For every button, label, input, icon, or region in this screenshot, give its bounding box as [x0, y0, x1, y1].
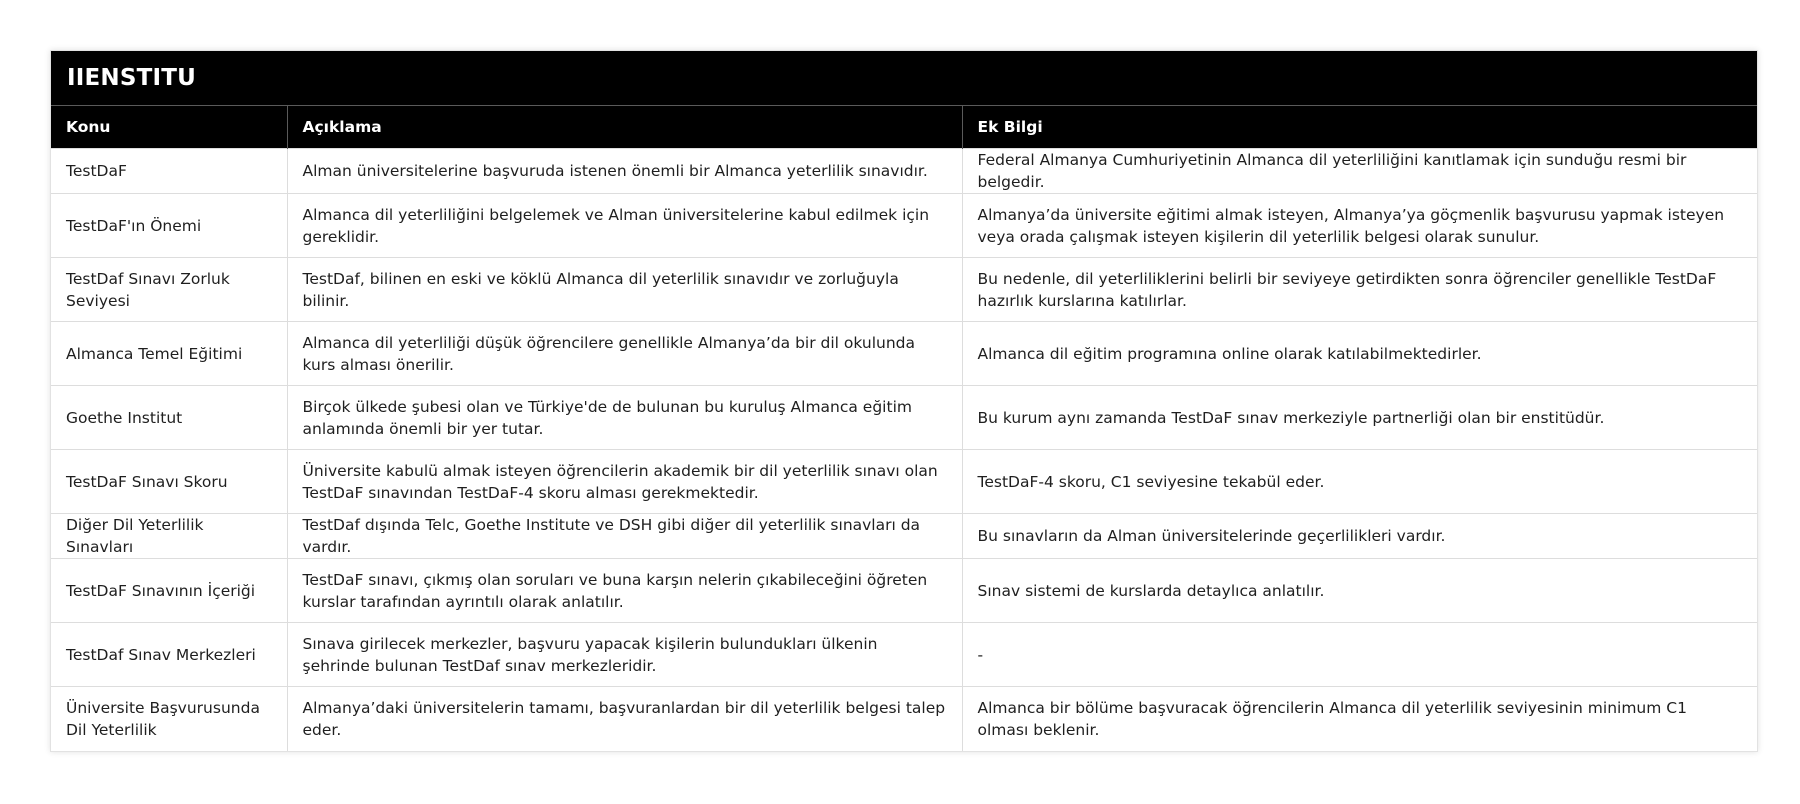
cell-extra-info: TestDaF-4 skoru, C1 seviyesine tekabül eder. [962, 450, 1757, 514]
table-header-row [51, 106, 1757, 149]
cell-extra-info: Bu nedenle, dil yeterliliklerini belirli bir seviyeye getirdikten sonra öğrenciler genellikle TestDaF hazırlık kurslarına katılırlar. [962, 258, 1757, 322]
cell-extra-info: Bu kurum aynı zamanda TestDaF sınav merkeziyle partnerliği olan bir enstitüdür. [962, 386, 1757, 450]
cell-topic: TestDaF'ın Önemi [51, 194, 287, 258]
cell-extra-info: Almanca dil eğitim programına online olarak katılabilmektedirler. [962, 322, 1757, 386]
cell-extra-info: Federal Almanya Cumhuriyetinin Almanca dil yeterliliğini kanıtlamak için sunduğu resmi bir belgedir. [962, 149, 1757, 194]
table-row [51, 559, 1757, 623]
table-row [51, 194, 1757, 258]
cell-topic: Üniversite Başvurusunda Dil Yeterlilik [51, 687, 287, 751]
cell-description: Almanca dil yeterliliğini belgelemek ve Alman üniversitelerine kabul edilmek için gereklidir. [287, 194, 962, 258]
table-row [51, 322, 1757, 386]
cell-description: TestDaF sınavı, çıkmış olan soruları ve buna karşın nelerin çıkabileceğini öğreten kurslar tarafından ayrıntılı olarak anlatılır. [287, 559, 962, 623]
table-row [51, 386, 1757, 450]
cell-description: Almanya’daki üniversitelerin tamamı, başvuranlardan bir dil yeterlilik belgesi talep eder. [287, 687, 962, 751]
table-row [51, 687, 1757, 751]
cell-description: TestDaf, bilinen en eski ve köklü Almanca dil yeterlilik sınavıdır ve zorluğuyla bilinir. [287, 258, 962, 322]
cell-topic: Almanca Temel Eğitimi [51, 322, 287, 386]
info-table [51, 105, 1757, 751]
table-row [51, 450, 1757, 514]
info-table-card [50, 50, 1758, 752]
cell-extra-info: Bu sınavların da Alman üniversitelerinde geçerlilikleri vardır. [962, 514, 1757, 559]
cell-description: Almanca dil yeterliliği düşük öğrencilere genellikle Almanya’da bir dil okulunda kurs alması önerilir. [287, 322, 962, 386]
cell-topic: TestDaf Sınav Merkezleri [51, 623, 287, 687]
brand-title: IIENSTITU [51, 51, 1757, 105]
table-row [51, 623, 1757, 687]
cell-topic: Diğer Dil Yeterlilik Sınavları [51, 514, 287, 559]
cell-description: Birçok ülkede şubesi olan ve Türkiye'de de bulunan bu kuruluş Almanca eğitim anlamında önemli bir yer tutar. [287, 386, 962, 450]
table-row [51, 514, 1757, 559]
cell-topic: TestDaF [51, 149, 287, 194]
cell-extra-info: Sınav sistemi de kurslarda detaylıca anlatılır. [962, 559, 1757, 623]
cell-description: Üniversite kabulü almak isteyen öğrencilerin akademik bir dil yeterlilik sınavı olan TestDaF sınavından TestDaF-4 skoru alması gerekmektedir. [287, 450, 962, 514]
cell-description: Alman üniversitelerine başvuruda istenen önemli bir Almanca yeterlilik sınavıdır. [287, 149, 962, 194]
cell-extra-info: Almanca bir bölüme başvuracak öğrencilerin Almanca dil yeterlilik seviyesinin minimum C1 olması beklenir. [962, 687, 1757, 751]
cell-description: TestDaf dışında Telc, Goethe Institute ve DSH gibi diğer dil yeterlilik sınavları da vardır. [287, 514, 962, 559]
cell-topic: TestDaF Sınavı Skoru [51, 450, 287, 514]
cell-extra-info: Almanya’da üniversite eğitimi almak isteyen, Almanya’ya göçmenlik başvurusu yapmak isteyen veya orada çalışmak isteyen kişilerin dil yeterlilik belgesi olarak sunulur. [962, 194, 1757, 258]
cell-extra-info: - [962, 623, 1757, 687]
column-header-description: Açıklama [287, 106, 962, 149]
table-row [51, 149, 1757, 194]
column-header-extra-info: Ek Bilgi [962, 106, 1757, 149]
cell-topic: TestDaf Sınavı Zorluk Seviyesi [51, 258, 287, 322]
cell-topic: Goethe Institut [51, 386, 287, 450]
table-row [51, 258, 1757, 322]
column-header-topic: Konu [51, 106, 287, 149]
cell-topic: TestDaF Sınavının İçeriği [51, 559, 287, 623]
cell-description: Sınava girilecek merkezler, başvuru yapacak kişilerin bulundukları ülkenin şehrinde bulunan TestDaf sınav merkezleridir. [287, 623, 962, 687]
